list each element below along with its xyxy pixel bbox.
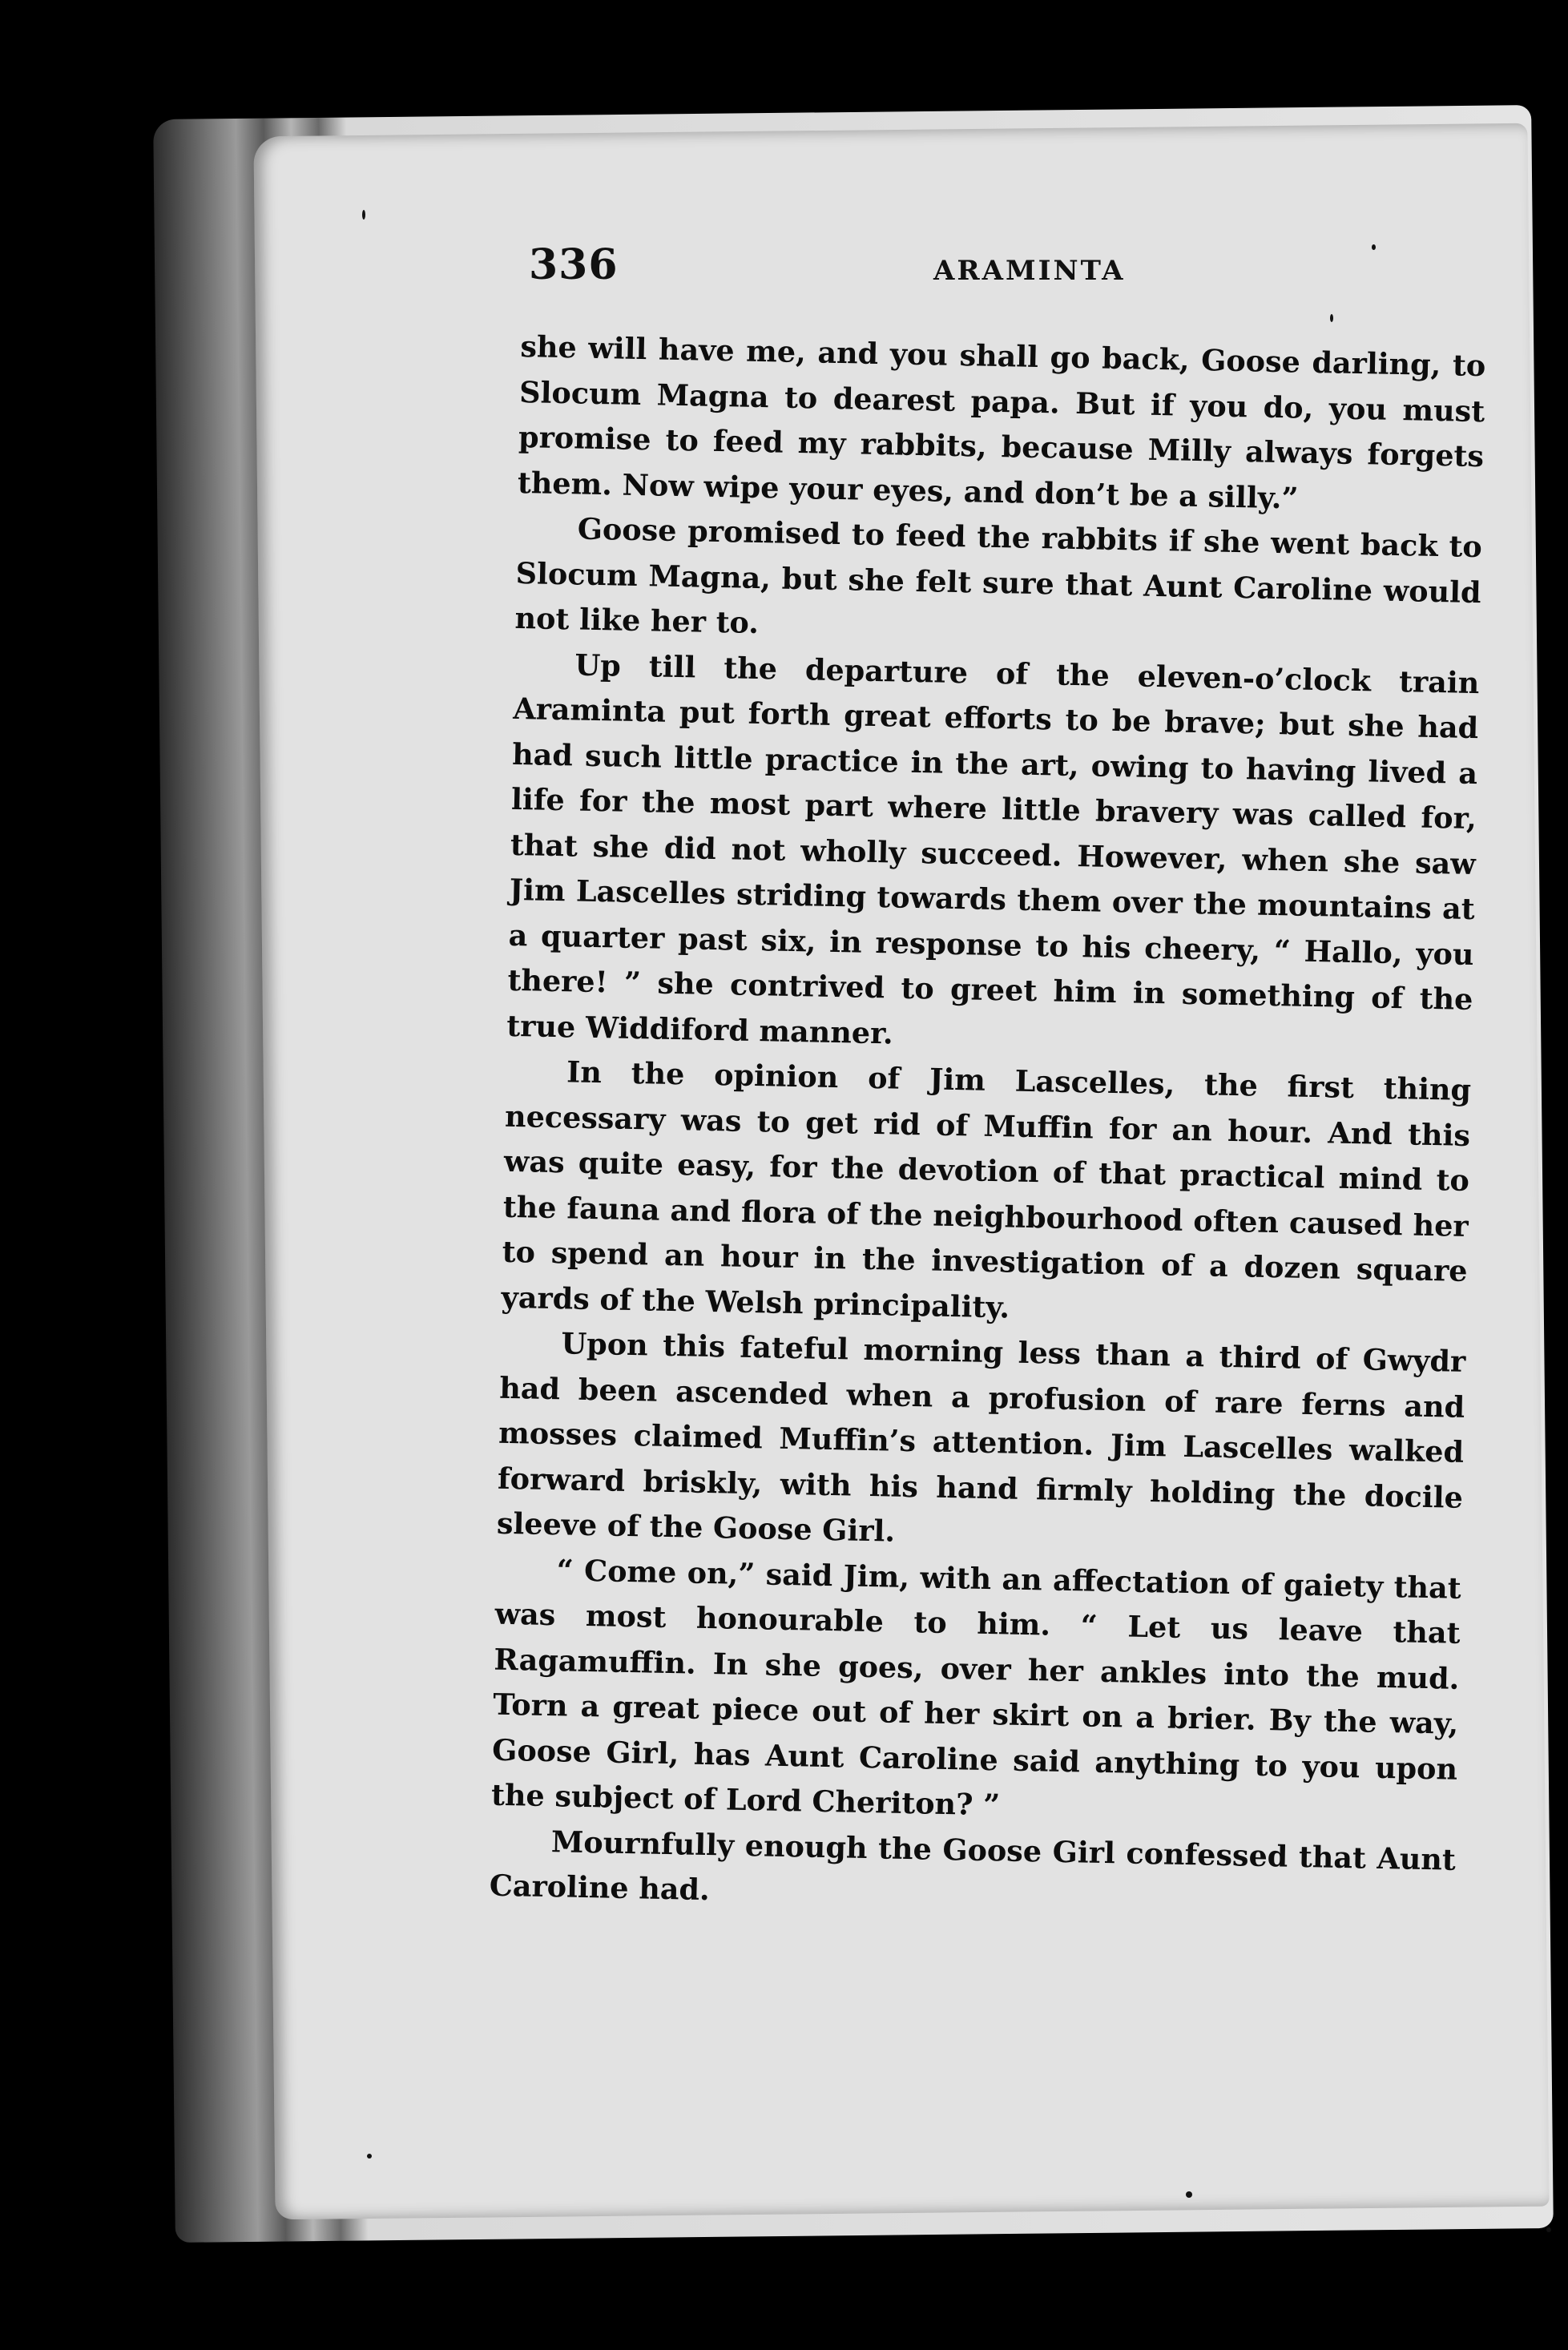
paragraph: “ Come on,” said Jim, with an affectation of gaiety that was most honourable to him. “ Let us leave that Ragamuffin. In she goes, over her ankles into the mud. Torn a great piece out of her skirt on a brier. By the way, Goose Girl, has Aunt Caroline said anything to you upon the subject of Lord Cheriton? ”	[490, 1552, 1462, 1823]
paragraph: In the opinion of Jim Lascelles, the first thing necessary was to get rid of Muffin for an hour. And this was quite easy, for the devotion of that practical mind to the fauna and flora of the neighbourhood often caused her to spend an hour in the investigation of a dozen square yards of the Welsh principality.	[501, 1054, 1472, 1324]
paragraph: she will have me, and you shall go back, Goose darling, to Slocum Magna to dearest papa. But if you do, you must promise to feed my rabbits, because Milly always forgets them. Now wipe your eyes, and don’t be a silly.”	[517, 329, 1486, 516]
paragraph: Mournfully enough the Goose Girl confessed that Aunt Caroline had.	[489, 1824, 1457, 1908]
running-title: ARAMINTA	[933, 255, 1126, 287]
body-text	[489, 324, 1485, 1928]
page-number: 336	[529, 240, 619, 289]
paragraph: Goose promised to feed the rabbits if she went back to Slocum Magna, but she felt sure that Aunt Caroline would not like her to.	[514, 511, 1483, 641]
paragraph: Upon this fateful morning less than a third of Gwydr had been ascended when a profusion of rare ferns and mosses claimed Muffin’s attention. Jim Lascelles walked forward briskly, with his hand firmly holding the docile sleeve of the Goose Girl.	[496, 1326, 1466, 1549]
paragraph: Up till the departure of the eleven-o’clock train Araminta put forth great efforts to be brave; but she had had such little practice in the art, owing to having lived a life for the most part where little bravery was called for, that she did not wholly succeed. However, when she saw Jim Lascelles striding towards them over the mountains at a quarter past six, in response to his cheery, “ Hallo, you there! ” she contrived to greet him in something of the true Widdiford manner.	[506, 647, 1480, 1050]
